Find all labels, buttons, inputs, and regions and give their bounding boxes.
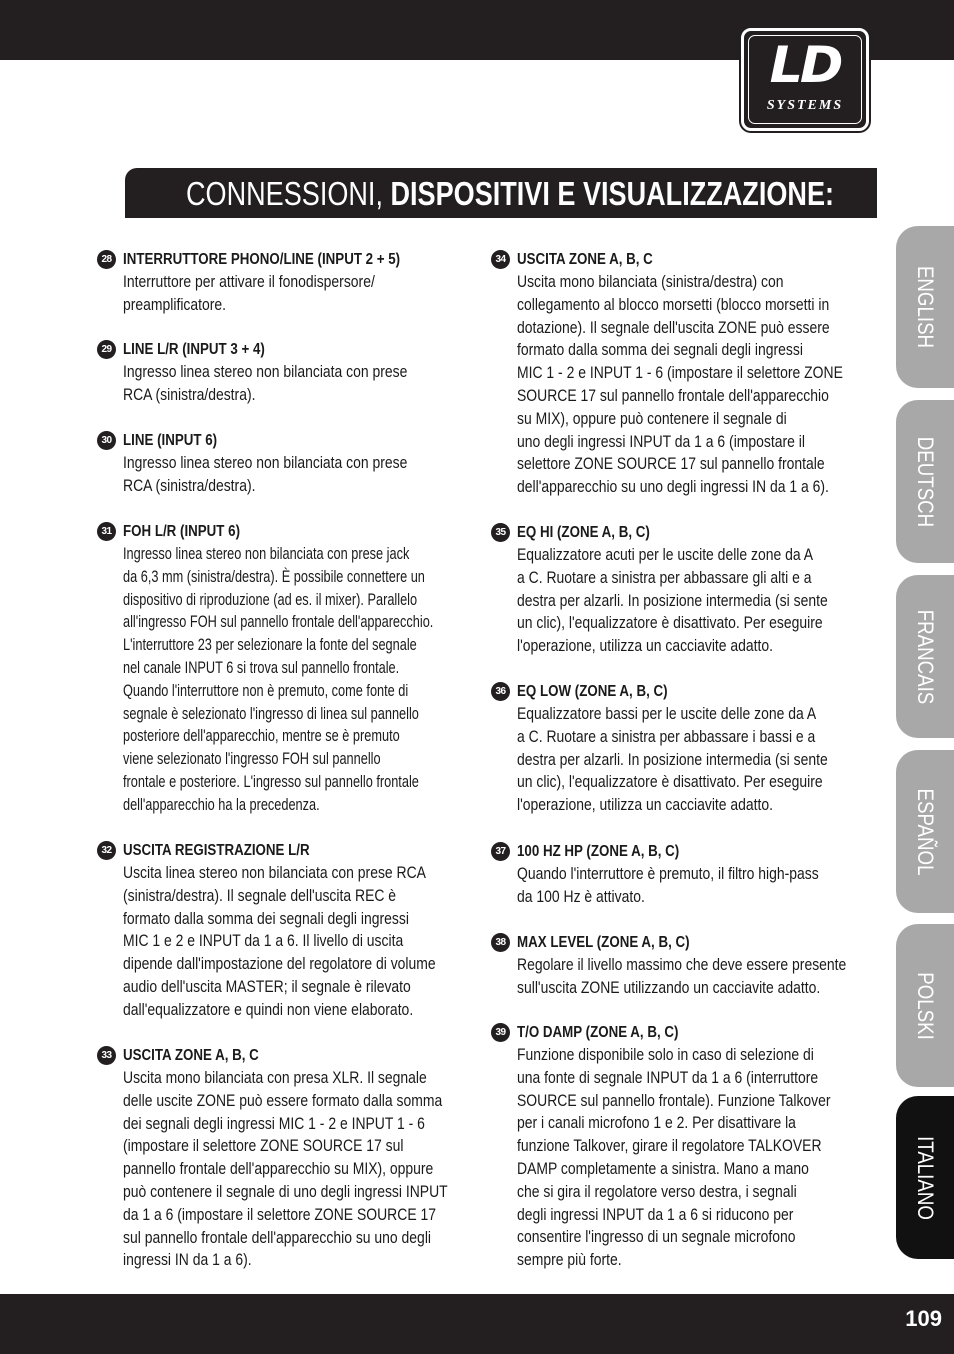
item-title: USCITA ZONE A, B, C xyxy=(123,1047,259,1064)
item-36 xyxy=(491,680,866,840)
item-title: LINE L/R (INPUT 3 + 4) xyxy=(123,341,265,358)
item-number-badge: 36 xyxy=(491,682,510,701)
item-35 xyxy=(491,521,866,680)
item-title: EQ HI (ZONE A, B, C) xyxy=(517,524,650,541)
item-title: EQ LOW (ZONE A, B, C) xyxy=(517,683,668,700)
tab-label: DEUTSCH xyxy=(913,436,938,527)
item-number-badge: 29 xyxy=(97,340,116,359)
tab-deutsch[interactable] xyxy=(896,400,954,563)
item-body: Interruttore per attivare il fonodispersore/ preamplificatore. xyxy=(123,272,375,314)
item-body: Uscita mono bilanciata (sinistra/destra) con collegamento al blocco morsetti (blocco morsetti in dotazione). Il segnale dell'uscita ZONE può essere formato dalla somma dei segnali degli ingressi MIC 1 - 2 e INPUT 1 - 6 (impostare il selettore ZONE SOURCE 17 sul pannello frontale dell'apparecchio su MIX), oppure può contenere il segnale di uno degli ingressi INPUT da 1 a 6 (impostare il selettore ZONE SOURCE 17 sul pannello frontale dell'apparecchio su uno degli ingressi IN da 1 a 6). xyxy=(517,272,843,497)
item-number-badge: 34 xyxy=(491,250,510,269)
item-number-badge: 28 xyxy=(97,250,116,269)
item-body: Uscita linea stereo non bilanciata con prese RCA (sinistra/destra). Il segnale dell'uscita REC è formato dalla somma dei segnali degli ingressi MIC 1 e 2 e INPUT da 1 a 6. Il livello di uscita dipende dall'impostazione del regolatore di volume audio dell'uscita MASTER; il segnale è rilevato dall'equalizzatore e quindi non viene elaborato. xyxy=(123,863,436,1019)
tab-label: ENGLISH xyxy=(913,265,938,349)
tab-label: FRANCAIS xyxy=(913,609,938,704)
item-body: Ingresso linea stereo non bilanciata con prese jack da 6,3 mm (sinistra/destra). È possibile connettere un dispositivo di riproduzione (ad es. il mixer). Parallelo all'ingresso FOH sul pannello frontale dell'apparecchio. L'interruttore 23 per selezionare la fonte del segnale nel canale INPUT 6 si trova sul pannello frontale. Quando l'interruttore non è premuto, come fonte di segnale è selezionato l'ingresso di linea sul pannello posteriore dell'apparecchio, mentre se è premuto viene selezionato l'ingresso FOH sul pannello frontale e posteriore. L'ingresso sul pannello frontale dell'apparecchio ha la precedenza. xyxy=(123,544,434,814)
logo-ld-text: LD xyxy=(769,36,841,94)
item-30 xyxy=(97,429,472,520)
item-title: USCITA ZONE A, B, C xyxy=(517,251,653,268)
item-title: T/O DAMP (ZONE A, B, C) xyxy=(517,1024,679,1041)
item-32 xyxy=(97,839,472,1044)
logo-systems-text: SYSTEMS xyxy=(766,98,844,113)
item-29 xyxy=(97,338,472,429)
item-number-badge: 30 xyxy=(97,431,116,450)
item-title: MAX LEVEL (ZONE A, B, C) xyxy=(517,934,690,951)
item-28 xyxy=(97,248,472,338)
item-number-badge: 31 xyxy=(97,522,116,541)
bottom-bar xyxy=(0,1294,954,1354)
item-34 xyxy=(491,248,866,521)
item-number-badge: 33 xyxy=(97,1046,116,1065)
item-body: Ingresso linea stereo non bilanciata con prese RCA (sinistra/destra). xyxy=(123,453,408,495)
tab-espanol[interactable] xyxy=(896,750,954,913)
left-column xyxy=(97,248,472,1272)
item-title: INTERRUTTORE PHONO/LINE (INPUT 2 + 5) xyxy=(123,251,401,268)
page-title xyxy=(186,168,834,218)
tab-italiano[interactable] xyxy=(896,1096,954,1259)
tab-label: ITALIANO xyxy=(913,1135,938,1220)
item-37 xyxy=(491,840,866,931)
tab-polski[interactable] xyxy=(896,924,954,1087)
item-title: 100 HZ HP (ZONE A, B, C) xyxy=(517,843,680,860)
right-column xyxy=(491,248,866,1272)
item-number-badge: 35 xyxy=(491,523,510,542)
page-title-light: CONNESSIONI, xyxy=(186,175,391,212)
item-body: Quando l'interruttore è premuto, il filtro high-pass da 100 Hz è attivato. xyxy=(517,864,819,906)
item-39 xyxy=(491,1021,866,1272)
tab-francais[interactable] xyxy=(896,575,954,738)
item-body: Equalizzatore bassi per le uscite delle zone da A a C. Ruotare a sinistra per abbassare i bassi e a destra per alzarli. In posizione intermedia (si sente un clic), l'equalizzatore è disattivato. Per eseguire l'operazione, utilizza un cacciavite adatto. xyxy=(517,704,828,815)
item-number-badge: 37 xyxy=(491,842,510,861)
item-body: Funzione disponibile solo in caso di selezione di una fonte di segnale INPUT da 1 a 6 (interruttore SOURCE sul pannello frontale). Funzione Talkover per i canali microfono 1 e 2. Per disattivare la funzione Talkover, girare il regolatore TALKOVER DAMP completamente a sinistra. Mano a mano che si gira il regolatore verso destra, i segnali degli ingressi INPUT da 1 a 6 si riducono per consentire l'ingresso di un segnale microfono sempre più forte. xyxy=(517,1045,831,1270)
item-title: USCITA REGISTRAZIONE L/R xyxy=(123,842,310,859)
item-body: Ingresso linea stereo non bilanciata con prese RCA (sinistra/destra). xyxy=(123,362,408,404)
ld-systems-logo xyxy=(741,28,869,131)
item-title: FOH L/R (INPUT 6) xyxy=(123,523,241,540)
item-number-badge: 39 xyxy=(491,1023,510,1042)
item-number-badge: 32 xyxy=(97,841,116,860)
item-title: LINE (INPUT 6) xyxy=(123,432,218,449)
item-number-badge: 38 xyxy=(491,933,510,952)
item-33 xyxy=(97,1044,472,1272)
item-body: Regolare il livello massimo che deve essere presente sull'uscita ZONE utilizzando un cacciavite adatto. xyxy=(517,955,847,997)
item-body: Equalizzatore acuti per le uscite delle zone da A a C. Ruotare a sinistra per abbassare gli alti e a destra per alzarli. In posizione intermedia (si sente un clic), l'equalizzatore è disattivato. Per eseguire l'operazione, utilizza un cacciavite adatto. xyxy=(517,545,828,656)
item-38 xyxy=(491,931,866,1021)
tab-english[interactable] xyxy=(896,226,954,388)
item-31 xyxy=(97,520,472,839)
tab-label: ESPAÑOL xyxy=(913,788,938,875)
page-title-bold: DISPOSITIVI E VISUALIZZAZIONE: xyxy=(390,175,835,212)
tab-label: POLSKI xyxy=(913,971,938,1040)
item-body: Uscita mono bilanciata con presa XLR. Il segnale delle uscite ZONE può essere formato dalla somma dei segnali degli ingressi MIC 1 - 2 e INPUT 1 - 6 (impostare il selettore ZONE SOURCE 17 sul pannello frontale dell'apparecchio su MIX), oppure può contenere il segnale di uno degli ingressi INPUT da 1 a 6 (impostare il selettore ZONE SOURCE 17 sul pannello frontale dell'apparecchio su uno degli ingressi IN da 1 a 6). xyxy=(123,1068,448,1270)
page-number: 109 xyxy=(905,1306,942,1331)
